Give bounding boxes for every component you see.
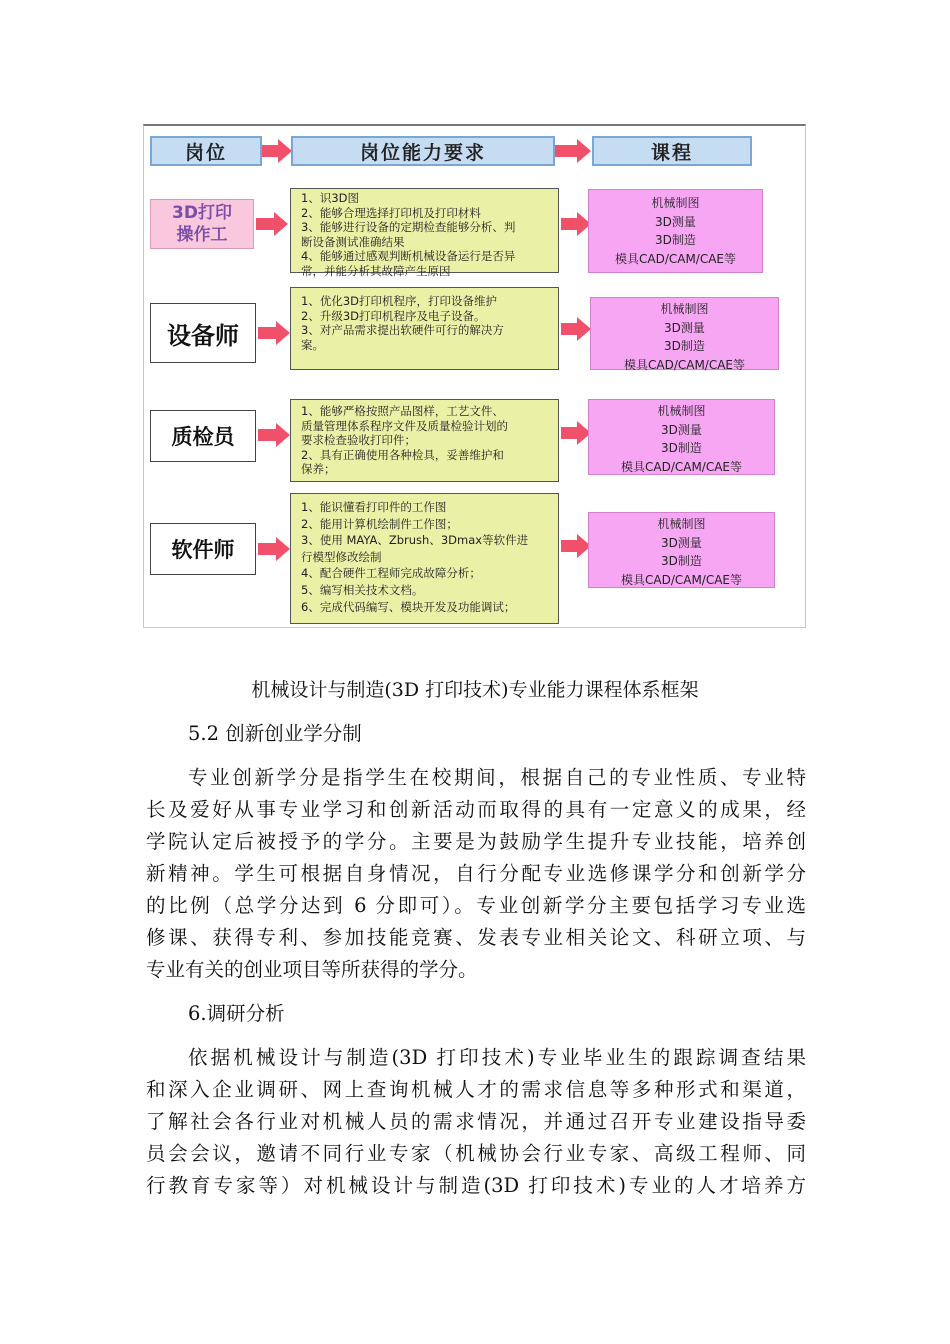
course-item: 3D测量 bbox=[664, 320, 705, 335]
paragraph-line: 依据机械设计与制造(3D 打印技术)专业毕业生的跟踪调查结果 bbox=[188, 1046, 806, 1069]
req-line: 1、能识懂看打印件的工作图 bbox=[301, 500, 447, 514]
row1-courses bbox=[588, 189, 763, 273]
row2-requirements bbox=[290, 287, 559, 370]
req-line: 2、能够合理选择打印机及打印材料 bbox=[301, 205, 481, 220]
row1-requirements bbox=[290, 188, 559, 278]
paragraph-line: 新精神。学生可根据自身情况，自行分配专业选修课学分和创新学分 bbox=[146, 862, 806, 885]
course-item: 3D测量 bbox=[655, 214, 696, 229]
paragraph-line: 专业创新学分是指学生在校期间，根据自己的专业性质、专业特 bbox=[188, 766, 806, 789]
paragraph-line: 专业有关的创业项目等所获得的学分。 bbox=[146, 958, 478, 981]
course-item: 模具CAD/CAM/CAE等 bbox=[620, 572, 743, 587]
req-line: 行模型修改绘制 bbox=[301, 549, 382, 564]
curriculum-framework-diagram bbox=[143, 124, 806, 628]
course-item: 机械制图 bbox=[660, 302, 709, 316]
section-6-body bbox=[146, 1042, 806, 1202]
req-line: 5、编写相关技术文档。 bbox=[301, 582, 424, 597]
header-course: 课程 bbox=[592, 136, 752, 166]
header-ability: 岗位能力要求 bbox=[291, 136, 555, 166]
figure-caption: 机械设计与制造(3D 打印技术)专业能力课程体系框架 bbox=[251, 679, 699, 701]
course-item: 3D制造 bbox=[661, 441, 702, 455]
course-item: 模具CAD/CAM/CAE等 bbox=[620, 459, 743, 474]
role-3d-operator bbox=[150, 199, 254, 249]
req-line: 案。 bbox=[301, 337, 324, 352]
course-item: 机械制图 bbox=[651, 196, 700, 210]
course-item: 3D测量 bbox=[661, 535, 702, 550]
course-item: 3D制造 bbox=[661, 554, 702, 568]
course-item: 3D制造 bbox=[655, 233, 696, 247]
req-line: 4、配合硬件工程师完成故障分析； bbox=[301, 566, 481, 581]
req-line: 4、能够通过感观判断机械设备运行是否异 bbox=[301, 249, 516, 263]
paragraph-line: 了解社会各行业对机械人员的需求情况，并通过召开专业建设指导委 bbox=[146, 1110, 806, 1133]
role-quality-inspector: 质检员 bbox=[150, 410, 256, 462]
course-item: 模具CAD/CAM/CAE等 bbox=[623, 357, 746, 372]
paragraph-line: 修课、获得专利、参加技能竞赛、发表专业相关论文、科研立项、与 bbox=[146, 926, 806, 949]
req-line: 2、具有正确使用各种检具，妥善维护和 bbox=[301, 447, 504, 462]
req-line: 2、升级3D打印机程序及电子设备。 bbox=[301, 308, 486, 323]
section-6-heading: 6.调研分析 bbox=[188, 1002, 285, 1025]
course-item: 机械制图 bbox=[657, 404, 706, 418]
req-line: 常，并能分析其故障产生原因 bbox=[301, 263, 451, 278]
req-line: 1、优化3D打印机程序，打印设备维护 bbox=[301, 294, 497, 308]
paragraph-line: 学院认定后被授予的学分。主要是为鼓励学生提升专业技能，培养创 bbox=[146, 830, 806, 853]
row3-requirements bbox=[290, 399, 559, 482]
req-line: 6、完成代码编写、模块开发及功能调试； bbox=[301, 599, 516, 614]
req-line: 保养； bbox=[301, 462, 336, 476]
req-line: 3、使用 MAYA、Zbrush、3Dmax等软件进 bbox=[301, 533, 529, 548]
paragraph-line: 员会会议，邀请不同行业专家（机械协会行业专家、高级工程师、同 bbox=[146, 1142, 806, 1165]
req-line: 3、对产品需求提出软硬件可行的解决方 bbox=[301, 323, 504, 337]
req-line: 1、识3D图 bbox=[301, 191, 359, 205]
paragraph-line: 行教育专家等）对机械设计与制造(3D 打印技术)专业的人才培养方 bbox=[146, 1174, 806, 1197]
section-5-2-body bbox=[146, 762, 806, 986]
paragraph-line: 长及爱好从事专业学习和创新活动而取得的具有一定意义的成果，经 bbox=[146, 798, 806, 821]
req-line: 断设备测试准确结果 bbox=[301, 234, 405, 249]
section-5-2-heading: 5.2 创新创业学分制 bbox=[188, 722, 362, 745]
role-equipment-engineer: 设备师 bbox=[150, 303, 256, 363]
paragraph-line: 和深入企业调研、网上查询机械人才的需求信息等多种形式和渠道， bbox=[146, 1078, 806, 1101]
row3-courses bbox=[588, 399, 775, 475]
role-software-engineer: 软件师 bbox=[150, 523, 256, 575]
header-post: 岗位 bbox=[150, 136, 262, 166]
req-line: 要求检查验收打印件； bbox=[301, 433, 416, 447]
req-line: 质量管理体系程序文件及质量检验计划的 bbox=[301, 418, 508, 433]
course-item: 3D制造 bbox=[664, 339, 705, 353]
course-item: 模具CAD/CAM/CAE等 bbox=[614, 251, 737, 266]
row4-requirements bbox=[290, 493, 559, 624]
req-line: 1、能够严格按照产品图样，工艺文件、 bbox=[301, 404, 504, 418]
course-item: 机械制图 bbox=[657, 517, 706, 531]
row4-courses bbox=[588, 512, 775, 588]
paragraph-line: 的比例（总学分达到 6 分即可）。专业创新学分主要包括学习专业选 bbox=[146, 894, 806, 917]
course-item: 3D测量 bbox=[661, 422, 702, 437]
req-line: 2、能用计算机绘制件工作图； bbox=[301, 516, 458, 531]
role-3d-operator-line2: 操作工 bbox=[176, 225, 228, 245]
role-3d-operator-line1: 3D打印 bbox=[172, 203, 232, 223]
row2-courses bbox=[590, 297, 779, 370]
req-line: 3、能够进行设备的定期检查能够分析、判 bbox=[301, 220, 516, 234]
